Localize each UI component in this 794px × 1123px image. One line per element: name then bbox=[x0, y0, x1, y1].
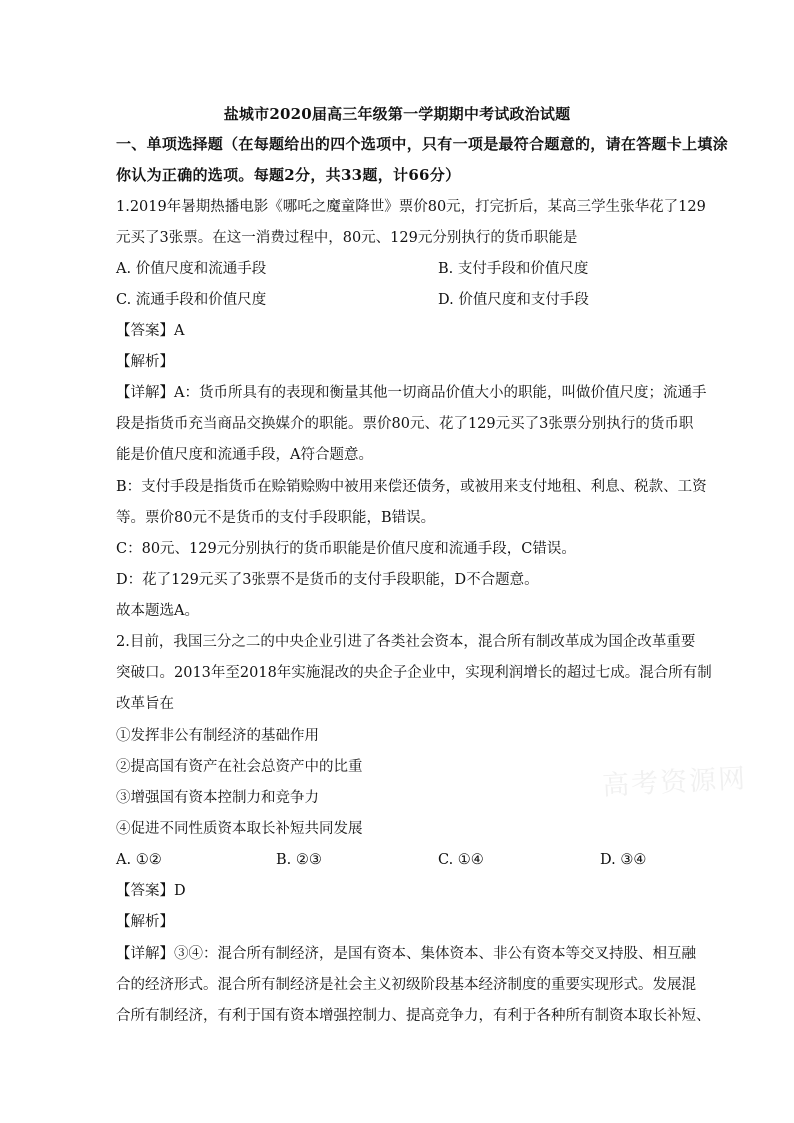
q1-option-d: D. 价值尺度和支付手段 bbox=[438, 292, 589, 308]
watermark: 高考资源网 bbox=[601, 763, 748, 802]
section-heading-line1: 一、单项选择题（在每题给出的四个选项中，只有一项是最符合题意的，请在答题卡上填涂 bbox=[116, 135, 729, 153]
q2-detail-line3: 合所有制经济，有利于国有资本增强控制力、提高竞争力，有利于各种所有制资本取长补短、 bbox=[116, 1008, 711, 1024]
q1-detail-line3: 能是价值尺度和流通手段，A符合题意。 bbox=[116, 447, 373, 463]
q1-detail-line4: B：支付手段是指货币在赊销赊购中被用来偿还债务，或被用来支付地租、利息、税款、工资 bbox=[116, 479, 707, 495]
q1-analysis-label: 【解析】 bbox=[116, 354, 174, 370]
section-heading-line2: 你认为正确的选项。每题2分，共33题，计66分） bbox=[116, 166, 461, 184]
q2-item1: ①发挥非公有制经济的基础作用 bbox=[116, 728, 319, 744]
q2-detail-line2: 合的经济形式。混合所有制经济是社会主义初级阶段基本经济制度的重要实现形式。发展混 bbox=[116, 977, 696, 993]
q1-answer: 【答案】A bbox=[116, 323, 185, 339]
q1-stem-line1: 1.2019年暑期热播电影《哪吒之魔童降世》票价80元，打完折后，某高三学生张华花了129 bbox=[116, 199, 706, 215]
q2-stem-line3: 改革旨在 bbox=[116, 696, 174, 712]
document-title: 盐城市2020届高三年级第一学期期中考试政治试题 bbox=[223, 105, 571, 123]
q1-detail-line7: D：花了129元买了3张票不是货币的支付手段职能，D不合题意。 bbox=[116, 572, 539, 588]
q2-option-a: A. ①② bbox=[116, 852, 162, 868]
q2-item3: ③增强国有资本控制力和竞争力 bbox=[116, 790, 319, 806]
q2-option-c: C. ①④ bbox=[438, 852, 484, 868]
q1-detail-line2: 段是指货币充当商品交换媒介的职能。票价80元、花了129元买了3张票分别执行的货币职 bbox=[116, 416, 694, 432]
q2-stem-line2: 突破口。2013年至2018年实施混改的央企子企业中，实现利润增长的超过七成。混合所有制 bbox=[116, 665, 712, 681]
q2-option-b: B. ②③ bbox=[276, 852, 322, 868]
q1-option-a: A. 价值尺度和流通手段 bbox=[116, 261, 267, 277]
q2-answer: 【答案】D bbox=[116, 883, 186, 899]
q2-detail-line1: 【详解】③④：混合所有制经济，是国有资本、集体资本、非公有资本等交叉持股、相互融 bbox=[116, 946, 696, 962]
q1-detail-line1: 【详解】A：货币所具有的表现和衡量其他一切商品价值大小的职能，叫做价值尺度；流通手 bbox=[116, 385, 707, 401]
q2-stem-line1: 2.目前，我国三分之二的中央企业引进了各类社会资本，混合所有制改革成为国企改革重要 bbox=[116, 634, 696, 650]
q1-detail-line5: 等。票价80元不是货币的支付手段职能，B错误。 bbox=[116, 510, 436, 526]
q2-item4: ④促进不同性质资本取长补短共同发展 bbox=[116, 821, 363, 837]
q1-option-c: C. 流通手段和价值尺度 bbox=[116, 292, 267, 308]
q1-detail-line6: C：80元、129元分别执行的货币职能是价值尺度和流通手段，C错误。 bbox=[116, 541, 576, 557]
q1-option-b: B. 支付手段和价值尺度 bbox=[438, 261, 589, 277]
q1-conclusion: 故本题选A。 bbox=[116, 603, 199, 619]
q2-item2: ②提高国有资产在社会总资产中的比重 bbox=[116, 759, 363, 775]
q1-stem-line2: 元买了3张票。在这一消费过程中，80元、129元分别执行的货币职能是 bbox=[116, 230, 578, 246]
q2-option-d: D. ③④ bbox=[600, 852, 647, 868]
q2-analysis-label: 【解析】 bbox=[116, 914, 174, 930]
